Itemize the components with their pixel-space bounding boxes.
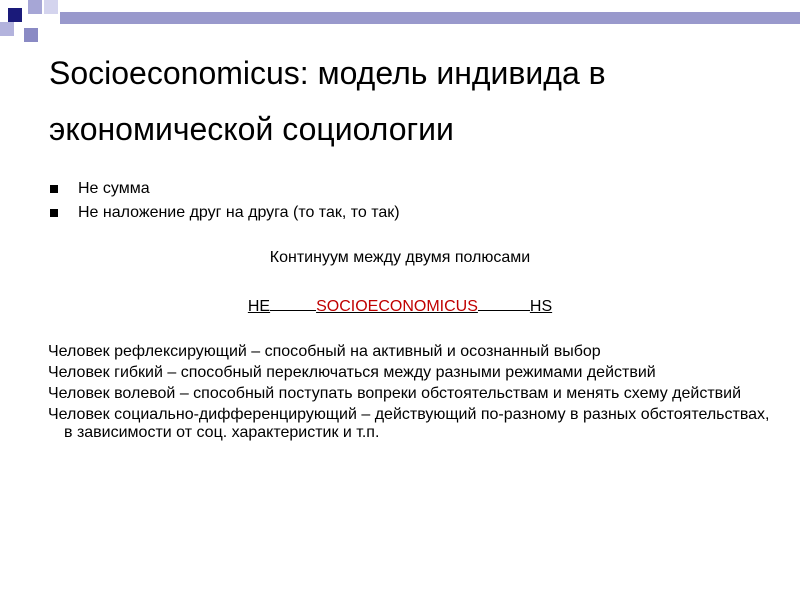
square-bullet-icon	[50, 185, 58, 193]
continuum-line-left	[270, 295, 316, 311]
bullet-item	[50, 201, 400, 225]
continuum-caption: Континуум между двумя полюсами	[269, 249, 531, 266]
pole-left: HE	[247, 298, 271, 315]
continuum-line-right	[478, 295, 530, 311]
continuum-poles	[0, 295, 800, 318]
person-type-item: Человек социально-дифференцирующий – действующий по-разному в разных обстоятельствах, в зависимости от соц. характеристик и т.п.	[48, 406, 770, 441]
bullet-text: Не наложение друг на друга (то так, то так)	[78, 204, 400, 221]
decor-square-mid	[24, 28, 38, 42]
person-type-item: Человек рефлексирующий – способный на активный и осознанный выбор	[48, 343, 601, 360]
slide-title-line-2: экономической социологии	[49, 111, 454, 147]
pole-center: SOCIOECONOMICUS	[316, 298, 478, 315]
person-type-item: Человек гибкий – способный переключаться между разными режимами действий	[48, 364, 656, 381]
bullet-item	[50, 177, 400, 201]
slide-title	[49, 45, 789, 157]
decor-bar	[60, 12, 800, 24]
square-bullet-icon	[50, 209, 58, 217]
decor-square-navy	[8, 8, 22, 22]
pole-right: HS	[529, 298, 553, 315]
decor-square-pale	[44, 0, 58, 14]
bullet-list	[50, 177, 400, 225]
person-types-list	[48, 343, 778, 445]
person-type-item: Человек волевой – способный поступать вопреки обстоятельствам и менять схему действий	[48, 385, 742, 402]
slide-title-line-1: Socioeconomicus: модель индивида в	[49, 55, 606, 91]
decor-square-lavender-left	[0, 22, 14, 36]
decor-square-lavender-top	[28, 0, 42, 14]
bullet-text: Не сумма	[78, 180, 150, 197]
slide-header-decoration	[0, 0, 800, 50]
